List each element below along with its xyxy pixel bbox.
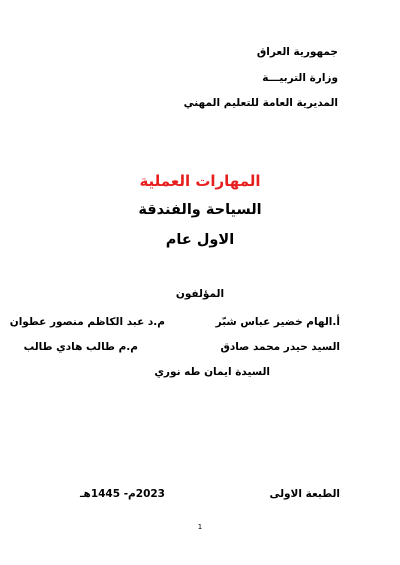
- author-name: م.د عبد الكاظم منصور عطوان: [9, 316, 165, 328]
- main-title: المهارات العملية: [139, 172, 261, 190]
- authors-heading: المؤلفون: [175, 288, 225, 300]
- author-name: السيد حيدر محمد صادق: [220, 341, 340, 353]
- publication-year: 2023م- 1445هـ: [79, 488, 165, 500]
- header-ministry: وزارة التربيـــة: [262, 72, 338, 84]
- author-name: أ.الهام خضير عباس شبّر: [215, 316, 340, 328]
- header-republic: جمهورية العراق: [256, 46, 338, 58]
- header-directorate: المديرية العامة للتعليم المهني: [183, 97, 338, 109]
- grade-title: الاول عام: [165, 232, 235, 248]
- page-number: 1: [197, 523, 203, 531]
- author-name: السيدة ايمان طه نوري: [154, 366, 270, 378]
- edition-label: الطبعة الاولى: [269, 488, 340, 500]
- author-name: م.م طالب هادي طالب: [23, 341, 138, 353]
- subject-title: السياحة والفندقة: [138, 202, 262, 218]
